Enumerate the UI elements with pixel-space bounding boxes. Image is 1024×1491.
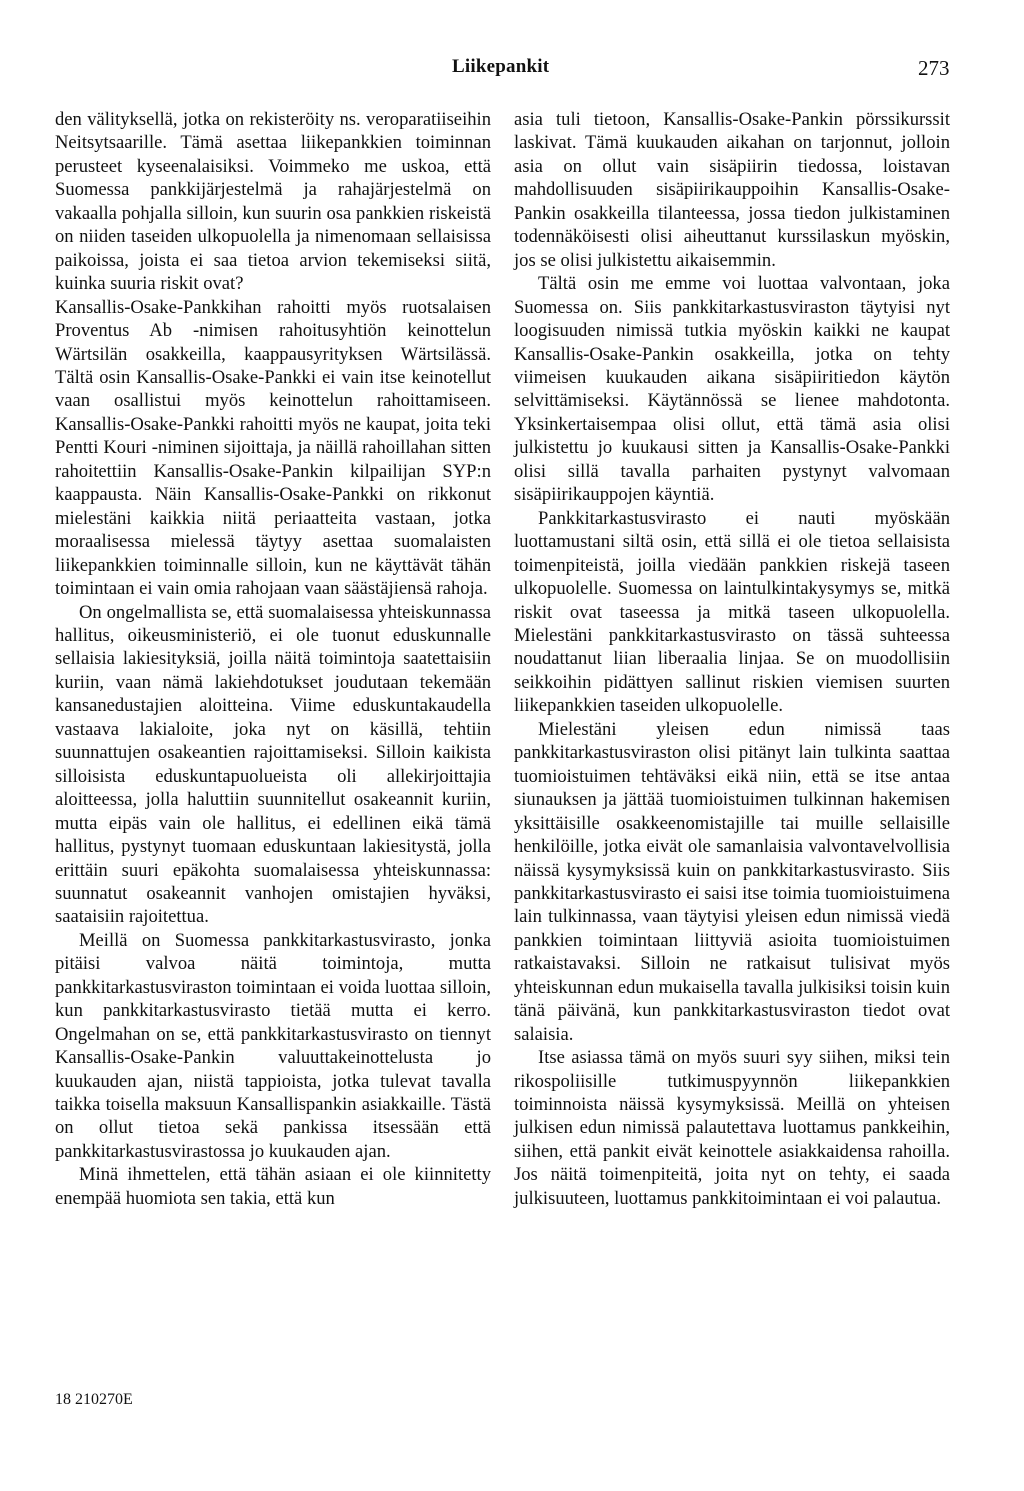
page-number: 273: [918, 56, 950, 80]
paragraph: Mielestäni yleisen edun nimissä taas pankkitarkastusviraston olisi pitänyt lain tulkinta saattaa tuomioistuimen tehtäväksi eikä niin, että se itse antaa siunauksen ja jättää tuomioistuimen tulkinnan hakemisen yksittäisille osakkeenomistajille tai muille sellaisille henkilöille, jotka eivät ole samanlaisia valvontavelvollisia näissä kysymyksissä kuin on pankkitarkastusvirasto. Siis pankkitarkastusvirasto ei saisi itse toimia tuomioistuimena lain tulkinnassa, vaan täytyisi yleisen edun nimissä viedä pankkien toimintaan liittyviä asioita tuomioistuimen ratkaistavaksi. Silloin ne ratkaisut tulisivat myös yhteiskunnan edun mukaisella tavalla julkisiksi toisin kuin tänä päivänä, kun pankkitarkastusviraston tiedot ovat salaisia.: [514, 718, 950, 1045]
paragraph: asia tuli tietoon, Kansallis-Osake-Pankin pörssikurssit laskivat. Tämä kuukauden aikahan on tarjonnut, jolloin asia on ollut vain sisäpiirin tiedossa, loistavan mahdollisuuden sisäpiirikauppoihin Kansallis-Osake-Pankin osakkeilla tilanteessa, jossa tiedon julkistaminen todennäköisesti olisi aiheuttanut kurssilaskun myöskin, jos se olisi julkistettu aikaisemmin.: [514, 109, 950, 271]
paragraph: Kansallis-Osake-Pankkihan rahoitti myös ruotsalaisen Proventus Ab -nimisen rahoitusyhtiön keinottelun Wärtsilän osakkeilla, kaappausyrityksen Wärtsilässä. Tältä osin Kansallis-Osake-Pankki ei vain itse keinotellut vaan osallistui myös keinottelun rahoittamiseen. Kansallis-Osake-Pankki rahoitti myös ne kaupat, joita teki Pentti Kouri -niminen sijoittaja, ja näillä rahoillahan sitten rahoitettiin Kansallis-Osake-Pankin kilpailijan SYP:n kaappausta. Näin Kansallis-Osake-Pankki on rikkonut mielestäni kaikkia niitä periaatteita vastaan, jotka moraalisessa mielessä täytyy asettaa suomalaisten liikepankkien toiminnalle silloin, kun ne käyttävät tähän toimintaan ei vain omia rahojaan vaan säästäjiensä rahoja.: [55, 296, 491, 600]
paragraph: Pankkitarkastusvirasto ei nauti myöskään luottamustani siltä osin, että sillä ei ole tietoa sellaisista toimenpiteistä, joilla viedään pankkien riskejä taseen ulkopuolelle. Suomessa on laintulkintakysymys se, mitkä riskit ovat taseessa ja mitkä taseen ulkopuolella. Mielestäni pankkitarkastusvirasto on tässä suhteessa noudattanut liian liberaalia linjaa. Se on muodollisiin seikkoihin pidättyen sallinut riskien viemisen suurten liikepankkien taseiden ulkopuolelle.: [514, 507, 950, 717]
footer-print-code: 18 210270E: [55, 1391, 133, 1408]
paragraph: Minä ihmettelen, että tähän asiaan ei ole kiinnitetty enempää huomiota sen takia, että kun: [55, 1164, 491, 1209]
right-column: [514, 108, 950, 1210]
running-head-title: Liikepankit: [452, 56, 550, 77]
paragraph: Tältä osin me emme voi luottaa valvontaan, joka Suomessa on. Siis pankkitarkastusviraston täytyisi nyt loogisuuden nimissä tutkia myöskin kaikki ne kaupat Kansallis-Osake-Pankin osakkeilla, jotka on tehty viimeisen kuukauden aikana sisäpiiritiedon käytön selvittämiseksi. Käytännössä se lienee mahdotonta. Yksinkertaisempaa olisi ollut, että tämä asia olisi julkistettu jo kuukausi sitten ja Kansallis-Osake-Pankki olisi sillä tavalla parhaiten pystynyt valvomaan sisäpiirikauppojen käyntiä.: [514, 273, 950, 506]
left-column: [55, 108, 491, 1210]
paragraph: Itse asiassa tämä on myös suuri syy siihen, miksi tein rikospoliisille tutkimuspyynnön liikepankkien toiminnoista näissä kysymyksissä. Meillä on yhteisen julkisen edun nimissä palautettava luottamus pankkeihin, siihen, että pankit eivät keinottele asiakkaidensa rahoilla. Jos näitä toimenpiteitä, joita nyt on tehty, ei saada julkisuuteen, luottamus pankkitoimintaan ei voi palautua.: [514, 1047, 950, 1209]
paragraph: den välityksellä, jotka on rekisteröity ns. veroparatiiseihin Neitsytsaarille. Tämä asettaa liikepankkien toiminnan perusteet kyseenalaisiksi. Voimmeko me uskoa, että Suomessa pankkijärjestelmä ja rahajärjestelmä on vakaalla pohjalla silloin, kun suurin osa pankkien riskeistä on niiden taseiden ulkopuolella ja nimenomaan sellaisissa paikoissa, joista ei saa tietoa arvion tekemiseksi siitä, kuinka suuria riskit ovat?: [55, 109, 491, 295]
paragraph: On ongelmallista se, että suomalaisessa yhteiskunnassa hallitus, oikeusministeriö, ei ole tuonut eduskunnalle sellaisia lakiesityksiä, joilla näitä toimintoja saatettaisiin kuriin, vaan nämä lakiehdotukset joudutaan tekemään kansanedustajien aloitteina. Viime eduskuntakaudella vastaava lakialoite, joka nyt on käsillä, tehtiin suunnattujen osakeantien rajoittamiseksi. Silloin kaikista silloisista eduskuntapuolueista oli allekirjoittajia aloitteessa, jolla haluttiin suunnitellut osakeannit kuriin, mutta eipäs vain ole hallitus, ei edellinen eikä tämä hallitus, pystynyt tuomaan eduskuntaan lakiesitystä, jolla erittäin suuri epäkohta suomalaisessa yhteiskunnassa: suunnatut osakeannit vanhojen omistajien hyväksi, saataisiin rajoitettua.: [55, 601, 491, 928]
paragraph: Meillä on Suomessa pankkitarkastusvirasto, jonka pitäisi valvoa näitä toimintoja, mutta pankkitarkastusviraston toimintaan ei voida luottaa silloin, kun pankkitarkastusvirasto tietää mutta ei kerro. Ongelmahan on se, että pankkitarkastusvirasto on tiennyt Kansallis-Osake-Pankin valuuttakeinottelusta jo kuukauden ajan, niistä tappioista, jotka tulevat tavalla taikka toisella maksuun Kansallispankin asiakkaille. Tästä on ollut tietoa sekä pankissa itsessään että pankkitarkastusvirastossa jo kuukauden ajan.: [55, 929, 491, 1162]
running-head: [0, 56, 1024, 86]
